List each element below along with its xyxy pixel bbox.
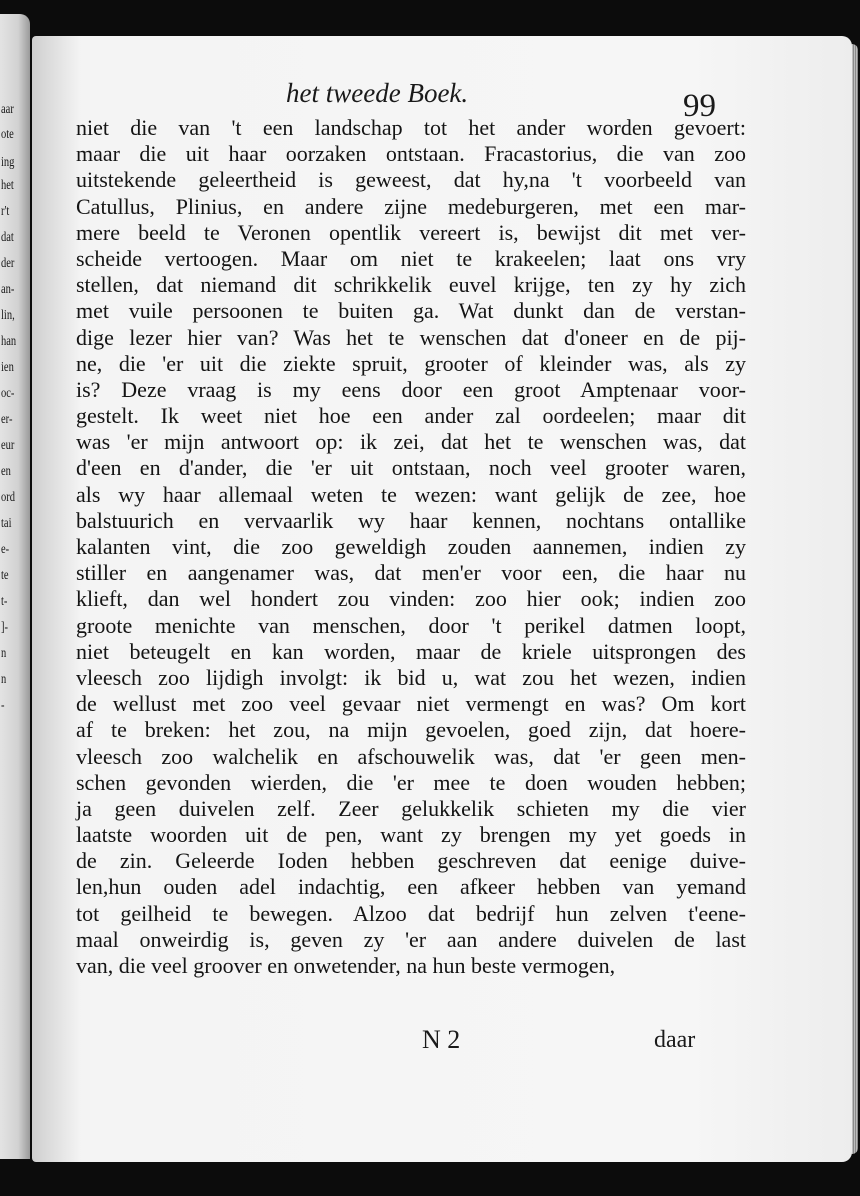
text-line: groote menichte van menschen, door 't perikel datmen loopt,: [76, 612, 746, 638]
left-page-fragment: het: [1, 178, 14, 193]
left-page-fragment: aar: [1, 102, 14, 117]
text-line: stiller en aangenamer was, dat men'er voor een, die haar nu: [76, 560, 746, 586]
left-page-fragment: ote: [1, 127, 14, 142]
running-head: het tweede Boek.: [286, 78, 469, 108]
text-line: tot geilheid te bewegen. Alzoo dat bedrijf hun zelven t'eene-: [76, 900, 746, 926]
signature-mark: N 2: [422, 1025, 461, 1054]
text-line: gestelt. Ik weet niet hoe een ander zal oordeelen; maar dit: [76, 403, 746, 429]
left-page-fragment: oc-: [1, 386, 15, 401]
left-page-fragment: der: [1, 256, 15, 271]
left-page-fragment: ing: [1, 155, 15, 170]
left-page-fragment: lin,: [1, 308, 15, 323]
text-line: mere beeld te Veronen opentlik vereert is, bewijst dit met ver-: [76, 219, 746, 245]
catchword: daar: [654, 1027, 696, 1053]
left-page-fragment: n: [1, 646, 7, 661]
page-number: 99: [683, 88, 716, 124]
text-line: is? Deze vraag is my eens door een groot Amptenaar voor-: [76, 376, 746, 402]
text-line: als wy haar allemaal weten te wezen: want gelijk de zee, hoe: [76, 481, 746, 507]
text-line: uitstekende geleertheid is geweest, dat hy,na 't voorbeeld van: [76, 167, 746, 193]
text-line: was 'er mijn antwoort op: ik zei, dat het te wenschen was, dat: [76, 429, 746, 455]
left-page-fragment: ord: [1, 490, 16, 505]
text-line: d'een en d'ander, die 'er uit ontstaan, noch veel grooter waren,: [76, 455, 746, 481]
text-line: len,hun ouden adel indachtig, een afkeer hebben van yemand: [76, 874, 746, 900]
left-page-fragment: eur: [1, 438, 15, 453]
left-page-fragment: en: [1, 464, 11, 479]
text-line: met vuile persoonen te buiten ga. Wat dunkt dan de verstan-: [76, 298, 746, 324]
left-page-edge: [0, 14, 30, 1159]
left-page-fragment: er-: [1, 412, 13, 427]
text-line: klieft, dan wel hondert zou vinden: zoo hier ook; indien zoo: [76, 586, 746, 612]
left-page-fragment: an-: [1, 282, 15, 297]
text-line: vleesch zoo walchelik en afschouwelik was, dat 'er geen men-: [76, 743, 746, 769]
text-line: ne, die 'er uit die ziekte spruit, grooter of kleinder was, als zy: [76, 350, 746, 376]
left-page-fragment: tai: [1, 516, 12, 531]
text-line: van, die veel groover en onwetender, na hun beste vermogen,: [76, 953, 616, 978]
left-page-fragment: t-: [1, 594, 8, 609]
body-text: [76, 115, 746, 979]
text-line: vleesch zoo lijdigh involgt: ik bid u, wat zou het wezen, indien: [76, 664, 746, 690]
text-line: laatste woorden uit de pen, want zy brengen my yet goeds in: [76, 822, 746, 848]
left-page-fragment: n: [1, 672, 7, 687]
left-page-fragment: te: [1, 568, 9, 583]
text-line: niet die van 't een landschap tot het ander worden gevoert:: [76, 115, 746, 140]
text-line: dige lezer hier van? Was het te wenschen dat d'oneer en de pij-: [76, 324, 746, 350]
text-line: de wellust met zoo veel gevaar niet vermengt en was? Om kort: [76, 691, 746, 717]
left-page-fragment: r't: [1, 204, 10, 219]
text-line: schen gevonden wierden, die 'er mee te doen wouden hebben;: [76, 769, 746, 795]
text-line: af te breken: het zou, na mijn gevoelen, goed zijn, dat hoere-: [76, 717, 746, 743]
text-line: stellen, dat niemand dit schrikkelik euvel krijge, ten zy hy zich: [76, 272, 746, 298]
left-page-fragment: dat: [1, 230, 14, 245]
left-page-fragment: han: [1, 334, 17, 349]
text-line: maal onweirdig is, geven zy 'er aan andere duivelen de last: [76, 926, 746, 952]
left-page-fragment: -: [1, 698, 5, 713]
text-line: niet beteugelt en kan worden, maar de kriele uitsprongen des: [76, 638, 746, 664]
text-line: scheide vertoogen. Maar om niet te krakeelen; laat ons vry: [76, 245, 746, 271]
text-line: kalanten vint, die zoo geweldigh zouden aannemen, indien zy: [76, 534, 746, 559]
text-line: maar die uit haar oorzaken ontstaan. Fracastorius, die van zoo: [76, 141, 746, 167]
text-line: balstuurich en vervaarlik wy haar kennen, nochtans ontallike: [76, 507, 746, 533]
text-line: de zin. Geleerde Ioden hebben geschreven dat eenige duive-: [76, 848, 746, 874]
text-line: Catullus, Plinius, en andere zijne medeburgeren, met een mar-: [76, 193, 746, 219]
text-line: ja geen duivelen zelf. Zeer gelukkelik schieten my die vier: [76, 795, 746, 821]
left-page-fragment: e-: [1, 542, 10, 557]
left-page-fragment: ien: [1, 360, 14, 375]
left-page-fragment: ]-: [1, 620, 8, 635]
book-page: [32, 36, 852, 1162]
